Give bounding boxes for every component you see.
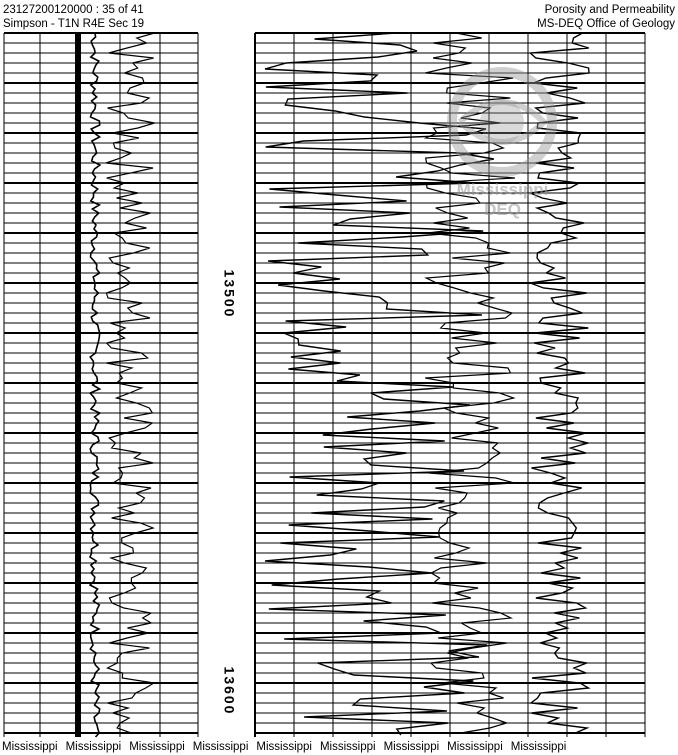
footer-label: Mississippi — [129, 741, 185, 753]
footer-label: Mississippi — [510, 741, 567, 753]
footer-label: Mississippi — [2, 741, 58, 753]
header-location: Simpson - T1N R4E Sec 19 — [3, 18, 145, 30]
depth-label-13600: 13600 — [221, 666, 238, 716]
watermark-line2: DEQ — [484, 200, 521, 219]
footer-label: Mississippi — [192, 741, 249, 753]
header-log-type: Porosity and Permeability — [544, 4, 675, 16]
header-well-id: 23127200120000 : 35 of 41 — [3, 4, 144, 16]
depth-label-13500: 13500 — [221, 269, 238, 319]
footer-strip — [0, 739, 678, 755]
footer-label: Mississippi — [383, 741, 440, 753]
footer-label: Mississippi — [447, 741, 503, 753]
watermark-line1: Mississippi — [456, 180, 549, 199]
footer-label: Mississippi — [319, 741, 376, 753]
footer-label: Mississippi — [65, 741, 122, 753]
footer-label: Mississippi — [256, 741, 312, 753]
header-agency: MS-DEQ Office of Geology — [537, 18, 675, 30]
